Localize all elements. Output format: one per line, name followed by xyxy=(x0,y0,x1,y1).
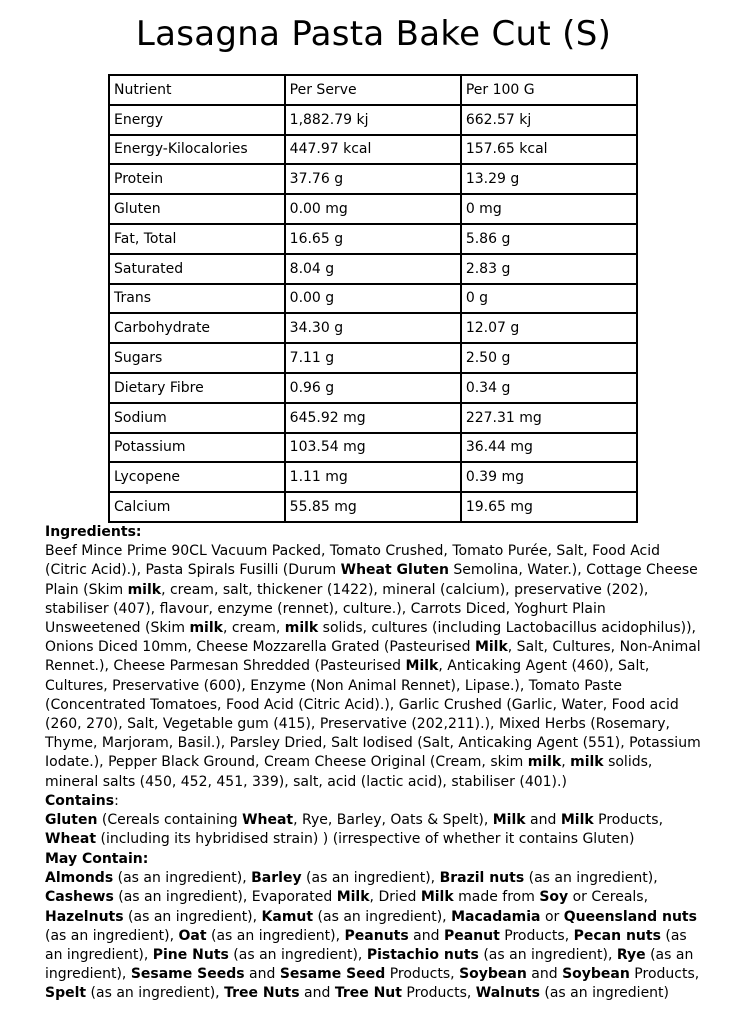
body-text: (as an ingredient), Evaporated xyxy=(113,889,337,906)
table-row xyxy=(109,403,637,433)
table-row xyxy=(109,462,637,492)
allergen-text: Soybean xyxy=(562,966,630,983)
body-text: (as an ingredient), xyxy=(86,985,225,1002)
table-row-cell: Protein xyxy=(109,164,285,194)
body-text: Products, xyxy=(401,985,476,1002)
body-text: , cream, xyxy=(222,620,285,637)
table-row-cell: Energy xyxy=(109,105,285,135)
body-text: made from xyxy=(453,889,540,906)
table-row xyxy=(109,343,637,373)
table-row xyxy=(109,135,637,165)
allergen-text: Peanut xyxy=(443,927,500,944)
allergen-text: Brazil nuts xyxy=(439,870,525,887)
table-row-cell: 0.00 mg xyxy=(285,194,461,224)
table-row-cell: 34.30 g xyxy=(285,313,461,343)
table-row-cell: Calcium xyxy=(109,492,285,522)
table-row xyxy=(109,313,637,343)
body-text: and xyxy=(408,927,444,944)
table-row-cell: 0.00 g xyxy=(285,284,461,314)
body-text: (as an ingredient) xyxy=(539,985,669,1002)
body-text: Semolina, Water.), Cottage Cheese Plain (Skim xyxy=(45,562,698,598)
body-text: and xyxy=(299,985,335,1002)
table-row-cell: 0 mg xyxy=(461,194,637,224)
allergen-text: Hazelnuts xyxy=(45,908,124,925)
table-row-cell: 0 g xyxy=(461,284,637,314)
table-row-cell: 103.54 mg xyxy=(285,433,461,463)
table-row-cell: 5.86 g xyxy=(461,224,637,254)
table-row xyxy=(109,433,637,463)
allergen-text: Pistachio nuts xyxy=(366,947,479,964)
table-row xyxy=(109,194,637,224)
body-text: solids, mineral salts (450, 452, 451, 339), salt, acid (lactic acid), stabiliser (401).) xyxy=(45,754,653,790)
body-text: and xyxy=(526,966,563,983)
ingredients-section xyxy=(45,523,705,792)
allergen-text: Sesame Seeds xyxy=(130,966,245,983)
table-row-cell: Sodium xyxy=(109,403,285,433)
table-row xyxy=(109,254,637,284)
allergen-text: Pecan nuts xyxy=(573,927,661,944)
table-row-cell: 0.34 g xyxy=(461,373,637,403)
body-text: (as an ingredient), xyxy=(313,908,452,925)
table-row-cell: 16.65 g xyxy=(285,224,461,254)
table-row-cell: Gluten xyxy=(109,194,285,224)
body-text: Beef Mince Prime 90CL Vacuum Packed, Tomato Crushed, Tomato Purée, Salt, Food Acid (Citric Acid).), Pasta Spirals Fusilli (Durum xyxy=(45,543,661,579)
table-row-cell: 0.39 mg xyxy=(461,462,637,492)
allergen-text: Milk xyxy=(336,889,370,906)
may-contain-text xyxy=(45,869,705,1003)
contains-colon: : xyxy=(114,793,119,809)
allergen-text: Spelt xyxy=(45,985,87,1002)
table-row-cell: 662.57 kj xyxy=(461,105,637,135)
allergen-text: Walnuts xyxy=(475,985,540,1002)
body-text: (as an ingredient), xyxy=(228,947,367,964)
allergen-text: milk xyxy=(570,754,604,771)
allergen-text: Barley xyxy=(251,870,302,887)
table-row-cell: 1.11 mg xyxy=(285,462,461,492)
allergen-text: Queensland nuts xyxy=(563,908,697,925)
table-row-cell: Trans xyxy=(109,284,285,314)
table-row xyxy=(109,164,637,194)
table-row-cell: 0.96 g xyxy=(285,373,461,403)
allergen-text: Soybean xyxy=(459,966,527,983)
body-text: (as an ingredient), xyxy=(301,870,440,887)
table-row xyxy=(109,105,637,135)
allergen-text: Gluten xyxy=(45,812,98,829)
allergen-text: Wheat xyxy=(45,831,97,848)
table-row-cell: 447.97 kcal xyxy=(285,135,461,165)
body-text: Products, xyxy=(385,966,460,983)
table-row-cell: 36.44 mg xyxy=(461,433,637,463)
table-row-cell: 8.04 g xyxy=(285,254,461,284)
allergen-text: Milk xyxy=(492,812,526,829)
table-row xyxy=(109,373,637,403)
allergen-text: Pine Nuts xyxy=(152,947,229,964)
allergen-text: Rye xyxy=(616,947,646,964)
contains-section xyxy=(45,792,705,850)
allergen-text: Almonds xyxy=(45,870,114,887)
allergen-text: Peanuts xyxy=(344,927,409,944)
body-text: , Rye, Barley, Oats & Spelt), xyxy=(293,812,493,829)
allergen-text: milk xyxy=(284,620,319,637)
allergen-text: milk xyxy=(189,620,223,637)
table-row-cell: 19.65 mg xyxy=(461,492,637,522)
body-text: Products, xyxy=(499,927,574,944)
table-row-cell: Lycopene xyxy=(109,462,285,492)
table-row-cell: 1,882.79 kj xyxy=(285,105,461,135)
allergen-text: Soy xyxy=(539,889,569,906)
table-row-cell: Carbohydrate xyxy=(109,313,285,343)
ingredients-text xyxy=(45,542,705,792)
body-text: , Salt, Cultures, Non-Animal Rennet.), Cheese Parmesan Shredded (Pasteurised xyxy=(45,639,701,675)
allergen-text: Oat xyxy=(178,927,207,944)
body-text: Products, xyxy=(593,812,664,829)
body-text: , Dried xyxy=(369,889,421,906)
body-text: , cream, salt, thickener (1422), mineral (calcium), preservative (202), stabiliser (407), flavour, enzyme (rennet), culture.), Carrots Diced, Yoghurt Plain Unsweetened (Skim xyxy=(45,581,649,637)
allergen-text: Sesame Seed xyxy=(279,966,386,983)
table-row-cell: 157.65 kcal xyxy=(461,135,637,165)
table-row-cell: 645.92 mg xyxy=(285,403,461,433)
body-text: or xyxy=(540,908,564,925)
table-row xyxy=(109,492,637,522)
allergen-text: Milk xyxy=(560,812,594,829)
contains-heading: Contains xyxy=(45,793,115,809)
body-text: (as an ingredient), xyxy=(45,947,694,983)
body-text: solids, cultures (including Lactobacillus acidophilus)), Onions Diced 10mm, Cheese Mozzarella Grated (Pasteurised xyxy=(45,620,696,656)
body-text: (Cereals containing xyxy=(97,812,243,829)
allergen-text: Milk xyxy=(420,889,454,906)
allergen-text: Cashews xyxy=(45,889,114,906)
table-row-cell: 2.50 g xyxy=(461,343,637,373)
body-text: , Anticaking Agent (460), Salt, Cultures, Preservative (600), Enzyme (Non Animal Rennet), Lipase.), Tomato Paste (Concentrated Tomatoes, Food Acid (Citric Acid).), Garlic Crushed (Garlic, Water, Food acid (260, 270), Salt, Vegetable gum (415), Preservative (202,211).), Mixed Herbs (Rosemary, Thyme, Marjoram, Basil.), Parsley Dried, Salt Iodised (Salt, Anticaking Agent (551), Potassium Iodate.), Pepper Black Ground, Cream Cheese Original (Cream, skim xyxy=(45,658,701,771)
table-row-cell: Dietary Fibre xyxy=(109,373,285,403)
table-row-cell: Sugars xyxy=(109,343,285,373)
body-text: (as an ingredient), xyxy=(113,870,252,887)
allergen-text: Wheat Gluten xyxy=(340,562,449,579)
table-row xyxy=(109,224,637,254)
page-title: Lasagna Pasta Bake Cut (S) xyxy=(135,14,612,54)
table-row-cell: 12.07 g xyxy=(461,313,637,343)
may-contain-heading: May Contain: xyxy=(45,851,149,867)
body-text: (as an ingredient), xyxy=(123,908,262,925)
table-row-cell: Saturated xyxy=(109,254,285,284)
table-row-cell: Fat, Total xyxy=(109,224,285,254)
allergen-text: Wheat xyxy=(242,812,294,829)
body-text: Products, xyxy=(629,966,700,983)
body-text: (as an ingredient), xyxy=(45,927,179,944)
table-row xyxy=(109,284,637,314)
table-row-cell: Energy-Kilocalories xyxy=(109,135,285,165)
table-header-row xyxy=(109,75,637,105)
table-header-row-cell: Nutrient xyxy=(109,75,285,105)
table-row-cell: 13.29 g xyxy=(461,164,637,194)
table-row-cell: 7.11 g xyxy=(285,343,461,373)
ingredients-heading: Ingredients: xyxy=(45,524,142,540)
table-row-cell: Potassium xyxy=(109,433,285,463)
table-header-row-cell: Per 100 G xyxy=(461,75,637,105)
body-text: (as an ingredient), xyxy=(478,947,617,964)
body-text: and xyxy=(525,812,561,829)
table-row-cell: 55.85 mg xyxy=(285,492,461,522)
may-contain-section xyxy=(45,850,705,1004)
body-text: (as an ingredient), xyxy=(524,870,658,887)
table-row-cell: 227.31 mg xyxy=(461,403,637,433)
body-text: (including its hybridised strain) ) (irrespective of whether it contains Gluten) xyxy=(96,831,635,848)
allergen-text: milk xyxy=(127,581,162,598)
allergen-text: Kamut xyxy=(261,908,314,925)
body-text: and xyxy=(244,966,280,983)
allergen-text: Milk xyxy=(474,639,508,656)
allergen-text: Milk xyxy=(405,658,439,675)
table-header-row-cell: Per Serve xyxy=(285,75,461,105)
allergen-text: Tree Nut xyxy=(334,985,402,1002)
contains-text xyxy=(45,811,705,849)
table-row-cell: 37.76 g xyxy=(285,164,461,194)
table-row-cell: 2.83 g xyxy=(461,254,637,284)
body-text: or Cereals, xyxy=(568,889,649,906)
body-text: (as an ingredient), xyxy=(45,927,687,964)
allergen-text: Tree Nuts xyxy=(224,985,300,1002)
allergen-text: milk xyxy=(527,754,562,771)
nutrition-table xyxy=(108,74,638,523)
allergen-text: Macadamia xyxy=(451,908,541,925)
body-text: , xyxy=(561,754,571,771)
body-text: (as an ingredient), xyxy=(206,927,345,944)
